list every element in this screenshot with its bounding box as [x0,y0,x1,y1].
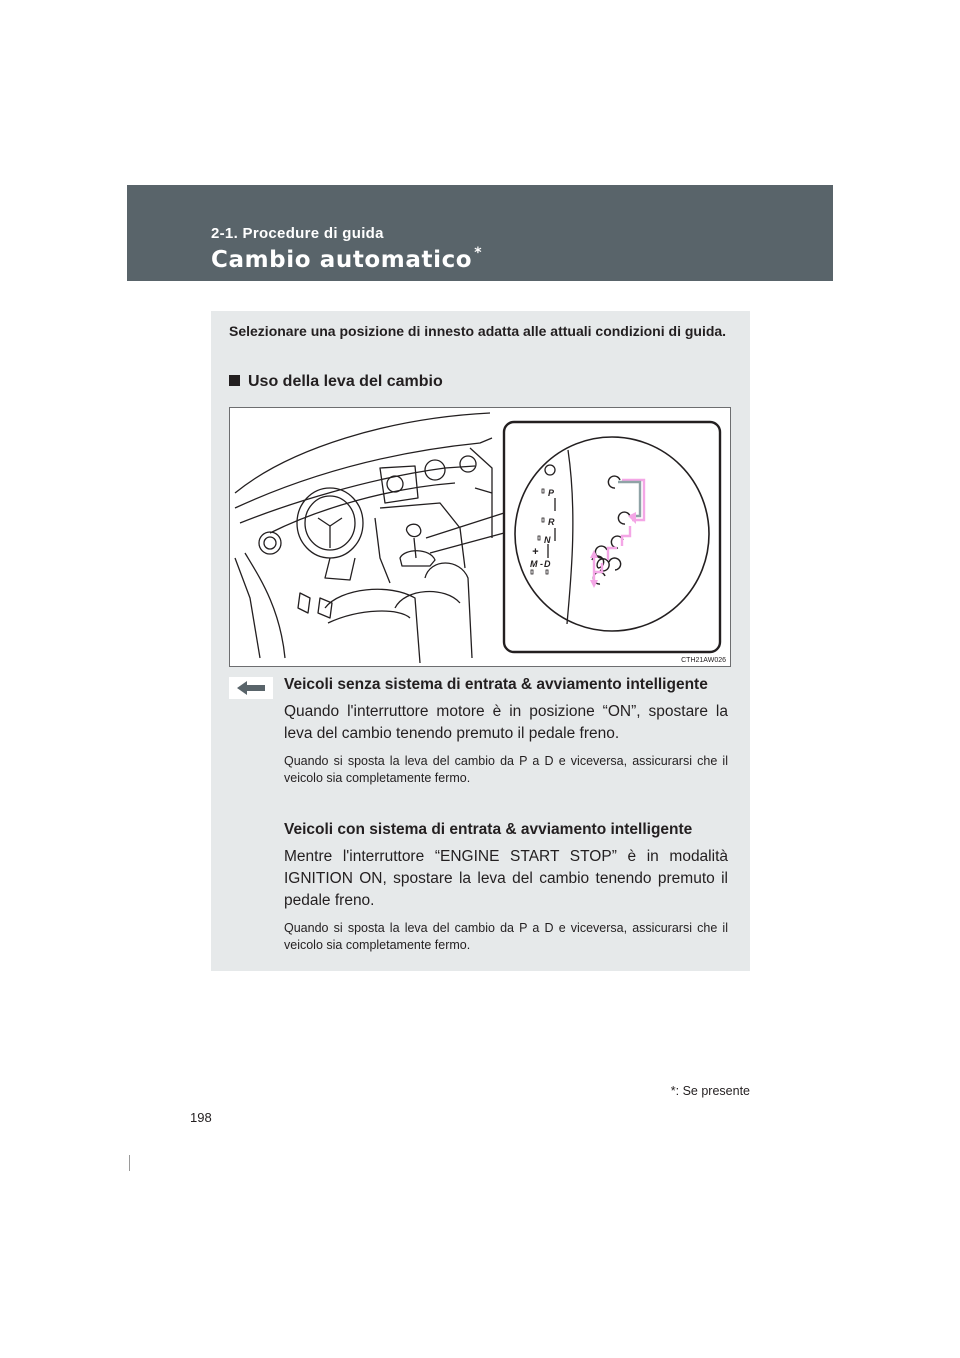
block1-heading: Veicoli senza sistema di entrata & avviamento intelligente [284,676,708,693]
section-label: 2-1. Procedure di guida [211,225,384,242]
block2-body: Mentre l'interruttore “ENGINE START STOP” è in modalità IGNITION ON, spostare la leva del cambio tenendo premuto il pedale freno. [284,848,728,909]
block2-heading: Veicoli con sistema di entrata & avviamento intelligente [284,821,693,838]
square-bullet-icon [229,375,240,386]
gate-p-label: P [548,488,555,498]
intro-text: Selezionare una posizione di innesto adatta alle attuali condizioni di guida. [229,323,727,339]
gate-r-label: R [548,517,555,527]
block1-body: Quando l'interruttore motore è in posizione “ON”, spostare la leva del cambio tenendo premuto il pedale freno. [284,703,728,742]
gate-m-label: M [530,559,538,569]
gate-d-label: D [544,559,551,569]
block1-note: Quando si sposta la leva del cambio da P a D e viceversa, assicurarsi che il veicolo sia completamente fermo. [284,754,728,785]
cabin-illustration [230,408,732,668]
page-title [211,247,482,273]
content-box [211,311,750,971]
block-without-smart-key [284,674,728,787]
arrow-tab [229,677,273,699]
subheading-text: Uso della leva del cambio [248,373,443,390]
subheading [229,373,443,391]
page-title-text: Cambio automatico [211,247,473,273]
margin-line [129,1155,130,1171]
shift-lever-figure [229,407,731,667]
footnote-text: : Se presente [675,1084,750,1098]
gate-minus-label: - [540,559,543,569]
block2-note: Quando si sposta la leva del cambio da P a D e viceversa, assicurarsi che il veicolo sia completamente fermo. [284,921,728,952]
header-band [127,185,833,281]
gate-plus-label: + [532,546,539,558]
block-with-smart-key [284,819,728,954]
footnote-asterisk: * [670,1084,676,1098]
title-asterisk: * [474,245,483,261]
page-number: 198 [190,1110,212,1125]
footnote [671,1084,750,1098]
left-arrow-icon [229,677,273,699]
figure-code: CTH21AW026 [681,657,726,664]
gate-n-label: N [544,535,551,545]
